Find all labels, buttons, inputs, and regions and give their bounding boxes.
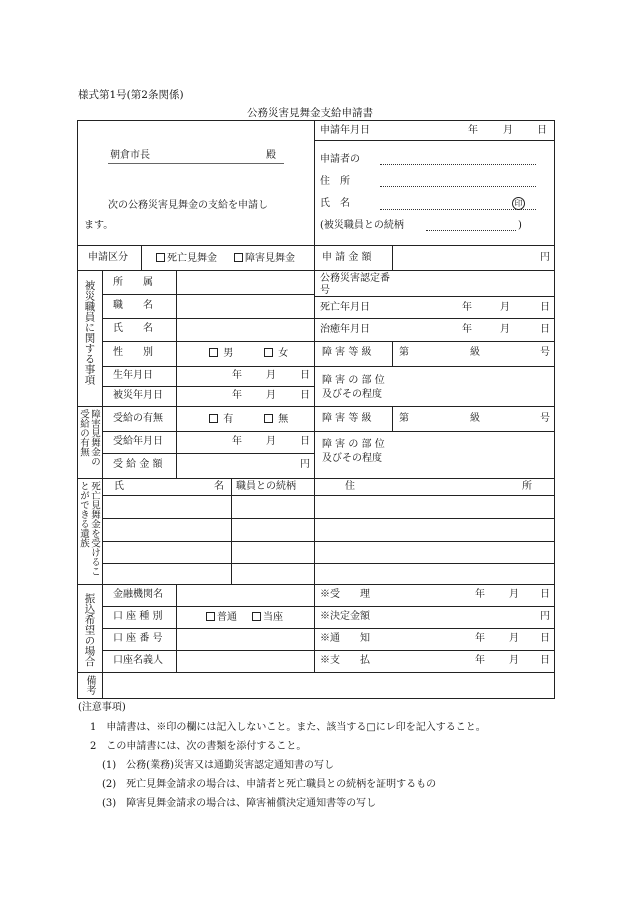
notice-label: ※通 知: [320, 633, 370, 644]
payment-month: 月: [509, 655, 519, 666]
victim-section-label: 被災職員に関する事項: [83, 280, 96, 385]
checkbox-icon[interactable]: [264, 414, 273, 423]
birth-year: 年: [232, 370, 242, 381]
applicant-label: 申請者の: [320, 154, 360, 165]
remarks-label: 備考: [84, 675, 95, 695]
survivor-name-col-right: 名: [214, 481, 224, 492]
death-year: 年: [462, 302, 472, 313]
acceptance-month: 月: [509, 589, 519, 600]
birthdate-label: 生年月日: [113, 370, 153, 381]
sex-female[interactable]: 女: [264, 348, 288, 359]
receipt-year: 年: [232, 436, 242, 447]
relation-close: ): [518, 220, 522, 231]
category-option-death[interactable]: 死亡見舞金: [156, 253, 217, 264]
sex-label: 性 別: [113, 347, 153, 358]
survivors-section-label: 死亡見舞金を受けることができる遺族: [78, 481, 100, 576]
account-no-label: 口 座 番 号: [113, 633, 163, 644]
amount-label: 申 請 金 額: [322, 252, 372, 263]
sex-male[interactable]: 男: [209, 348, 233, 359]
applicant-line[interactable]: [380, 164, 536, 165]
name-field[interactable]: [380, 209, 536, 210]
grade-mid: 級: [470, 347, 480, 358]
grade-suffix: 号: [540, 347, 550, 358]
relation-label: (被災職員との続柄: [320, 220, 404, 231]
note-2: 2 この申請書には、次の書類を添付すること。: [90, 741, 307, 752]
account-type-current[interactable]: 当座: [252, 612, 283, 623]
note-2-2: (2) 死亡見舞金請求の場合は、申請者と死亡職員との続柄を証明するもの: [102, 779, 437, 790]
grade-prefix: 第: [399, 347, 409, 358]
date-month: 月: [503, 125, 513, 136]
acceptance-label: ※受 理: [320, 589, 370, 600]
checkbox-icon[interactable]: [252, 612, 261, 621]
amount-yen: 円: [540, 252, 550, 263]
addressee: 朝倉市長: [110, 150, 150, 161]
checkbox-icon[interactable]: [209, 348, 218, 357]
benefit-grade-mid: 級: [470, 413, 480, 424]
receipt-label: 受給の有無: [113, 413, 163, 424]
receipt-amount-yen: 円: [300, 459, 310, 470]
checkbox-icon[interactable]: [234, 253, 243, 262]
cure-date-label: 治癒年月日: [320, 324, 370, 335]
receipt-amount-label: 受 給 金 額: [113, 459, 163, 470]
receipt-date-label: 受給年月日: [113, 436, 163, 447]
request-line-1: 次の公務災害見舞金の支給を申請し: [108, 200, 268, 211]
survivor-address-col-left: 住: [345, 481, 355, 492]
decided-amount-label: ※決定金額: [320, 611, 370, 622]
receipt-month: 月: [266, 436, 276, 447]
form-title: 公務災害見舞金支給申請書: [247, 107, 373, 119]
victim-name-label: 氏 名: [113, 323, 153, 334]
account-type-label: 口 座 種 別: [113, 611, 163, 622]
acceptance-day: 日: [540, 589, 550, 600]
addressee-underline: [108, 163, 284, 164]
disability-part-label: 障 害 の 部 位: [322, 375, 385, 386]
receipt-day: 日: [300, 436, 310, 447]
notice-year: 年: [475, 633, 485, 644]
bank-label: 金融機関名: [113, 589, 163, 600]
death-date-label: 死亡年月日: [320, 302, 370, 313]
cure-month: 月: [500, 324, 510, 335]
receipt-no[interactable]: 無: [264, 414, 288, 425]
seal-icon: 印: [512, 197, 525, 210]
date-day: 日: [537, 125, 547, 136]
survivor-address-col-right: 所: [522, 481, 532, 492]
benefit-section-label: 障害見舞金の受給の有無: [78, 409, 100, 466]
injury-day: 日: [300, 390, 310, 401]
notes-heading: (注意事項): [78, 702, 126, 713]
transfer-section-label: 振込希望の場合: [83, 593, 96, 667]
benefit-grade-label: 障 害 等 級: [322, 413, 372, 424]
category-option-disability[interactable]: 障害見舞金: [234, 253, 295, 264]
category-label: 申請区分: [88, 252, 128, 263]
benefit-grade-prefix: 第: [399, 413, 409, 424]
note-1: 1 申請書は、※印の欄には記入しないこと。また、該当する□にレ印を記入すること。: [90, 722, 486, 733]
affiliation-label: 所 属: [113, 277, 153, 288]
notice-day: 日: [540, 633, 550, 644]
receipt-yes[interactable]: 有: [209, 414, 233, 425]
note-2-3: (3) 障害見舞金請求の場合は、障害補償決定通知書等の写し: [102, 798, 377, 809]
acceptance-year: 年: [475, 589, 485, 600]
honorific: 殿: [266, 150, 276, 161]
checkbox-icon[interactable]: [156, 253, 165, 262]
cure-year: 年: [462, 324, 472, 335]
address-label: 住 所: [320, 176, 350, 187]
decided-amount-yen: 円: [540, 611, 550, 622]
notice-month: 月: [509, 633, 519, 644]
account-type-ordinary[interactable]: 普通: [206, 612, 237, 623]
death-day: 日: [540, 302, 550, 313]
name-label: 氏 名: [320, 198, 350, 209]
address-field[interactable]: [380, 186, 536, 187]
checkbox-icon[interactable]: [206, 612, 215, 621]
survivor-name-col-left: 氏: [114, 481, 124, 492]
benefit-degree-label: 及びその程度: [322, 453, 382, 464]
request-line-2: ます。: [84, 220, 114, 231]
position-label: 職 名: [113, 300, 153, 311]
payment-label: ※支 払: [320, 655, 370, 666]
birth-month: 月: [266, 370, 276, 381]
death-month: 月: [500, 302, 510, 313]
checkbox-icon[interactable]: [209, 414, 218, 423]
benefit-grade-suffix: 号: [540, 413, 550, 424]
disability-degree-label: 及びその程度: [322, 389, 382, 400]
birth-day: 日: [300, 370, 310, 381]
survivor-relation-col: 職員との続柄: [236, 481, 296, 492]
injury-month: 月: [266, 390, 276, 401]
application-date-label: 申請年月日: [320, 125, 370, 136]
payment-year: 年: [475, 655, 485, 666]
checkbox-icon[interactable]: [264, 348, 273, 357]
payment-day: 日: [540, 655, 550, 666]
injury-date-label: 被災年月日: [113, 390, 163, 401]
form-number: 様式第1号(第2条関係): [78, 89, 184, 101]
date-year: 年: [468, 125, 478, 136]
disability-grade-label: 障 害 等 級: [322, 347, 372, 358]
injury-year: 年: [232, 390, 242, 401]
relation-field[interactable]: [426, 230, 516, 231]
benefit-part-label: 障 害 の 部 位: [322, 439, 385, 450]
cert-no-label: 公務災害認定番号: [320, 273, 390, 296]
note-2-1: (1) 公務(業務)災害又は通勤災害認定通知書の写し: [102, 760, 334, 771]
account-holder-label: 口座名義人: [113, 655, 163, 666]
cure-day: 日: [540, 324, 550, 335]
